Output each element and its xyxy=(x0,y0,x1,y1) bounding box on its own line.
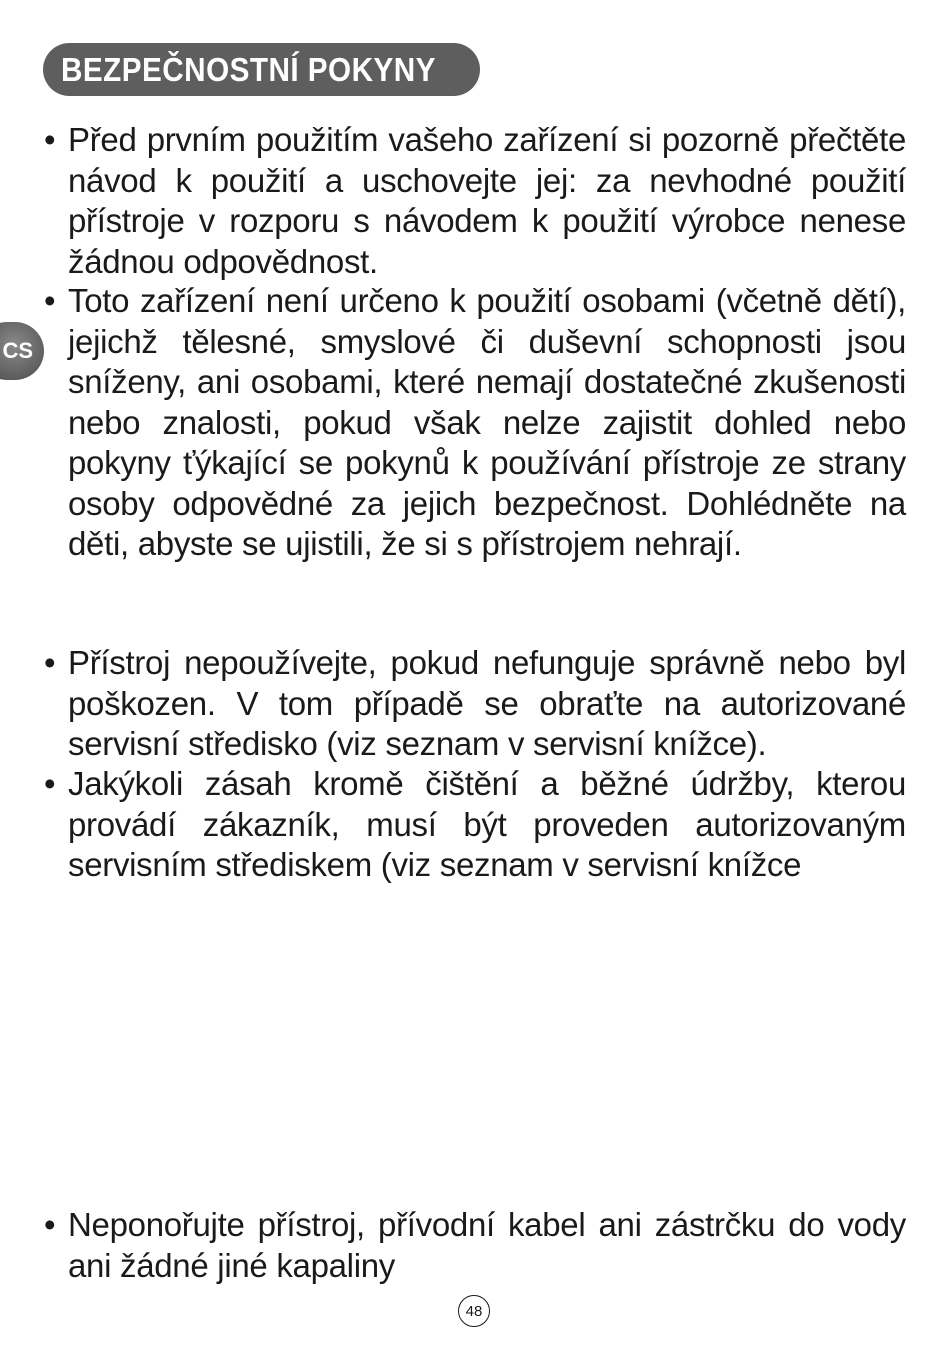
bullet-icon: • xyxy=(44,121,56,158)
language-tab xyxy=(0,322,44,380)
safety-instruction-text: Toto zařízení není určeno k použití osobami (včetně dětí), jejichž tělesné, smyslové či duševní schopnosti jsou sníženy, ani osobami, které nemají dostatečné zkušenosti nebo znalosti, pokud však nelze zajistit dohled nebo pokyny ťýkající se pokynů k používání přístroje ze strany osoby odpovědné za jejich bezpečnost. Dohlédněte na děti, abyste se ujistili, že si s přístrojem nehrají. xyxy=(68,282,906,562)
page-number: 48 xyxy=(458,1295,490,1327)
language-tab-label: CS xyxy=(2,338,33,363)
safety-instruction-item xyxy=(44,1205,906,1286)
safety-instruction-text: Přístroj nepoužívejte, pokud nefunguje správně nebo byl poškozen. V tom případě se obraťte na autorizované servisní středisko (viz seznam v servisní knížce). xyxy=(68,644,906,762)
safety-instruction-item xyxy=(44,281,906,565)
bullet-icon: • xyxy=(44,1206,56,1243)
section-title: BEZPEČNOSTNÍ POKYNY xyxy=(61,50,436,88)
bullet-icon: • xyxy=(44,765,56,802)
bullet-icon: • xyxy=(44,282,56,319)
section-header xyxy=(43,43,480,96)
safety-instruction-text: Jakýkoli zásah kromě čištění a běžné údržby, kterou provádí zákazník, musí být proveden autorizovaným servisním střediskem (viz seznam v servisní knížce xyxy=(68,765,906,883)
safety-instruction-text: Neponořujte přístroj, přívodní kabel ani zástrčku do vody ani žádné jiné kapaliny xyxy=(68,1206,906,1284)
bullet-icon: • xyxy=(44,644,56,681)
safety-instruction-item xyxy=(44,643,906,765)
safety-instruction-item xyxy=(44,120,906,282)
safety-instruction-text: Před prvním použitím vašeho zařízení si pozorně přečtěte návod k použití a uschovejte jej: za nevhodné použití přístroje v rozporu s návodem k použití výrobce nenese žádnou odpovědnost. xyxy=(68,121,906,280)
safety-instruction-item xyxy=(44,764,906,886)
